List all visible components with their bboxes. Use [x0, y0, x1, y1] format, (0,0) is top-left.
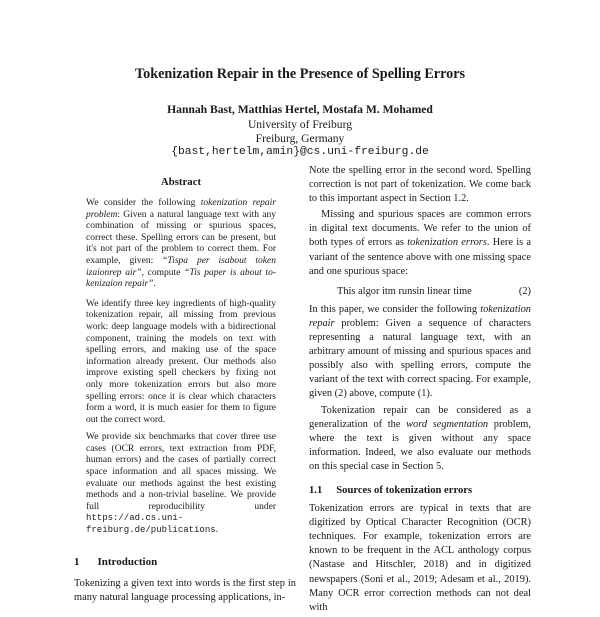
abstract-paragraph-2: We identify three key ingredients of high-quality tokenization repair, all missing from previous work: deep language models with a bidirectional component, training the models on text with spelling errors, and making use of the space information already present. Our methods also improve existing spell checkers by fixing not only more tokenization errors but also more spelling errors: once it is clear which characters form a word, it is much easier for them to figure out the correct word. [86, 298, 276, 425]
example-sentence-2 [309, 285, 531, 299]
abstract-paragraph-1: We consider the following tokenization repair problem: Given a natural language text with any combination of missing or spurious spaces, correct these. Spelling errors can be present, but it's not part of the problem to correct them. For example, given: “Tispa per isabout token izaionrep air”, compute “Tis paper is about to-kenizaion repair”. [86, 198, 277, 290]
paper-title: Tokenization Repair in the Presence of Spelling Errors [134, 66, 466, 82]
right-paragraph-4: Tokenization repair can be considered as a generalization of the word segmentation problem, where the text is given without any space information. Indeed, we also evaluate our methods on this special case in Section 5. [309, 404, 531, 472]
term-tokenization-repair-problem: tokenization repair problem [86, 198, 277, 220]
example-input-quote: “Tispa per isabout token izaionrep air” [86, 255, 276, 278]
section-number: 1 [74, 556, 80, 568]
right-column [309, 164, 531, 617]
introduction-text: Tokenizing a given text into words is the first step in many natural language processing applications, in- [74, 578, 296, 604]
example-output-quote: “Tis paper is about to-kenizaion repair” [86, 267, 276, 290]
paper-authors: Hannah Bast, Matthias Hertel, Mostafa M. Mohamed [167, 103, 433, 116]
example-text: This algor itm runsin linear time [337, 285, 472, 297]
right-paragraph-1: Note the spelling error in the second word. Spelling correction is not part of tokenization. We come back to this important aspect in Section 1.2. [309, 165, 531, 205]
affiliation-university: University of Freiburg [247, 118, 353, 131]
abstract-body [86, 198, 276, 543]
author-emails: {bast,hertelm,amin}@cs.uni-freiburg.de [171, 146, 429, 158]
subsection-heading: 1.1 Sources of tokenization errors [309, 484, 473, 496]
right-paragraph-3: In this paper, we consider the following tokenization repair problem: Given a sequence of characters representing a natural language text, with an arbitrary amount of missing and spurious spaces and possibly also with spelling errors, compute the variant of the text with correct spacing. For example, given (2) above, compute (1). [309, 303, 531, 400]
example-number: (2) [518, 285, 531, 297]
abstract-heading: Abstract [160, 176, 202, 188]
right-paragraph-5: Tokenization errors are typical in texts that are digitized by Optical Character Recognition (OCR) techniques. For example, tokenization errors are known to be frequent in the ACL anthology corpus (Nastase and Hitschler, 2018) and in digitized newspapers (Soni et al., 2019; Adesam et al., 2019). Many OCR error correction methods can not deal with [309, 503, 531, 613]
affiliation-location: Freiburg, Germany [255, 132, 345, 145]
right-paragraph-2: Missing and spurious spaces are common errors in digital text documents. We refer to the union of both types of errors as tokenization errors. Here is a variant of the sentence above with one missing space and one spurious space: [309, 209, 532, 277]
subsection-number: 1.1 [309, 484, 323, 496]
abstract-paragraph-3: We provide six benchmarks that cover three use cases (OCR errors, text extraction from PDF, human errors) and the cases of partially correct space information and all spaces missing. We evaluate our methods against the best existing methods and a non-trivial baseline. We provide full reproducibility under https://ad.cs.uni-freiburg.de/publications. [86, 432, 276, 536]
reproducibility-link[interactable]: https://ad.cs.uni-freiburg.de/publications [86, 513, 216, 536]
introduction-heading: 1 Introduction [74, 556, 158, 568]
